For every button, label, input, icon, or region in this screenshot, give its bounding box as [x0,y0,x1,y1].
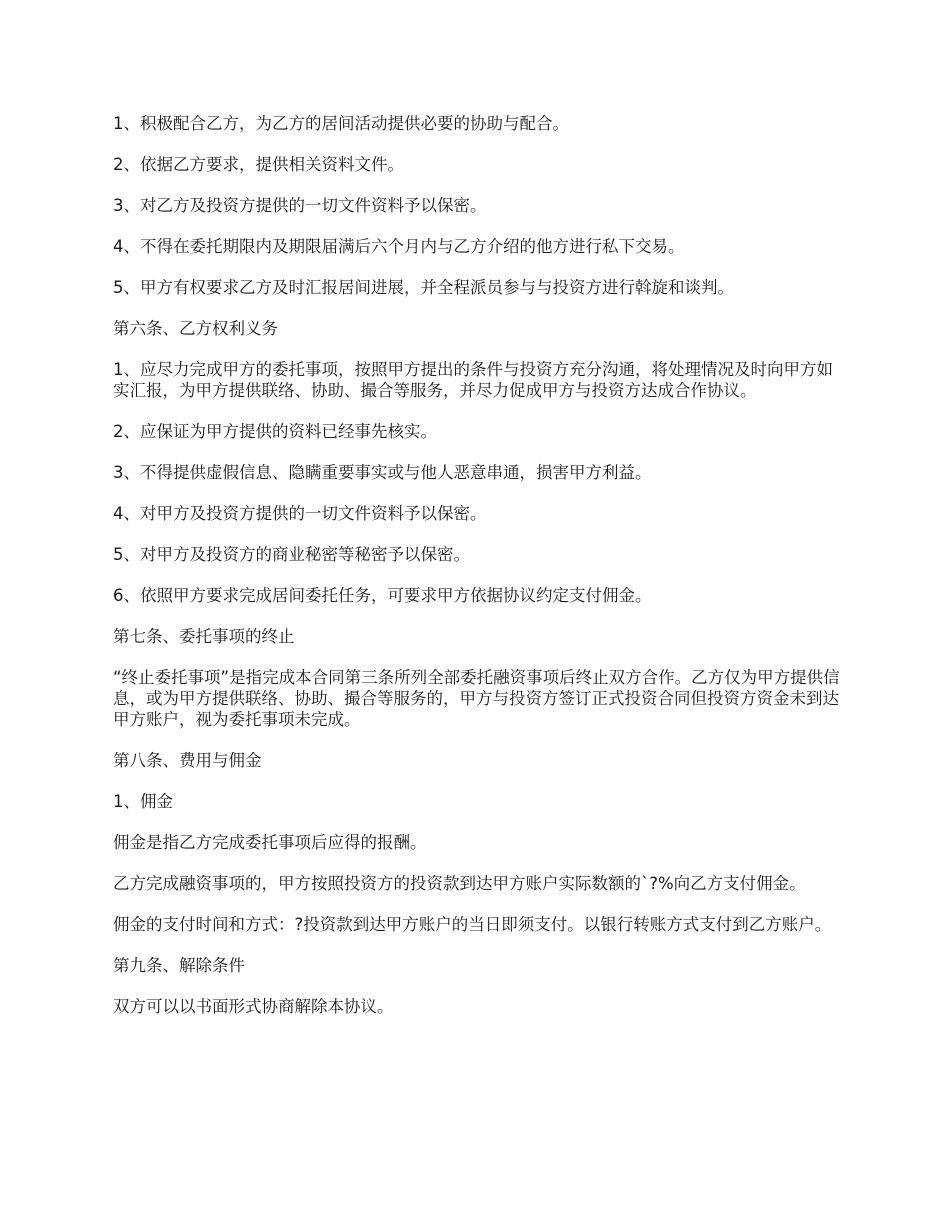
paragraph-termination-definition: “终止委托事项”是指完成本合同第三条所列全部委托融资事项后终止双方合作。乙方仅为甲方提供信息，或为甲方提供联络、协助、撮合等服务的，甲方与投资方签订正式投资合同但投资方资金未到达甲方账户，视为委托事项未完成。 [113,668,840,729]
paragraph-commission-payment: 佣金的支付时间和方式：?投资款到达甲方账户的当日即须支付。以银行转账方式支付到乙方账户。 [113,915,832,934]
paragraph-obligation-3: 3、对乙方及投资方提供的一切文件资料予以保密。 [113,196,487,215]
paragraph-obligation-2: 2、依据乙方要求，提供相关资料文件。 [113,155,404,174]
section-heading-article-6: 第六条、乙方权利义务 [113,319,278,338]
paragraph-party-b-1: 1、应尽力完成甲方的委托事项，按照甲方提出的条件与投资方充分沟通，将处理情况及时向甲方如实汇报，为甲方提供联络、协助、撮合等服务，并尽力促成甲方与投资方达成合作协议。 [113,360,833,400]
section-heading-article-8: 第八条、费用与佣金 [113,751,262,770]
document-body [113,113,841,1037]
paragraph-party-b-5: 5、对甲方及投资方的商业秘密等秘密予以保密。 [113,545,470,564]
paragraph-termination-condition: 双方可以以书面形式协商解除本协议。 [113,997,394,1016]
paragraph-party-b-2: 2、应保证为甲方提供的资料已经事先核实。 [113,422,437,441]
subheading-commission: 1、佣金 [113,792,173,811]
paragraph-obligation-5: 5、甲方有权要求乙方及时汇报居间进展，并全程派员参与与投资方进行斡旋和谈判。 [113,278,734,297]
paragraph-commission-rate: 乙方完成融资事项的，甲方按照投资方的投资款到达甲方账户实际数额的`?%向乙方支付佣金。 [113,874,806,893]
section-heading-article-7: 第七条、委托事项的终止 [113,627,295,646]
section-heading-article-9: 第九条、解除条件 [113,956,245,975]
paragraph-party-b-6: 6、依照甲方要求完成居间委托任务，可要求甲方依据协议约定支付佣金。 [113,586,652,605]
paragraph-party-b-3: 3、不得提供虚假信息、隐瞒重要事实或与他人恶意串通，损害甲方利益。 [113,463,652,482]
paragraph-obligation-1: 1、积极配合乙方，为乙方的居间活动提供必要的协助与配合。 [113,114,569,133]
paragraph-obligation-4: 4、不得在委托期限内及期限届满后六个月内与乙方介绍的他方进行私下交易。 [113,237,685,256]
paragraph-party-b-4: 4、对甲方及投资方提供的一切文件资料予以保密。 [113,504,487,523]
paragraph-commission-definition: 佣金是指乙方完成委托事项后应得的报酬。 [113,833,427,852]
